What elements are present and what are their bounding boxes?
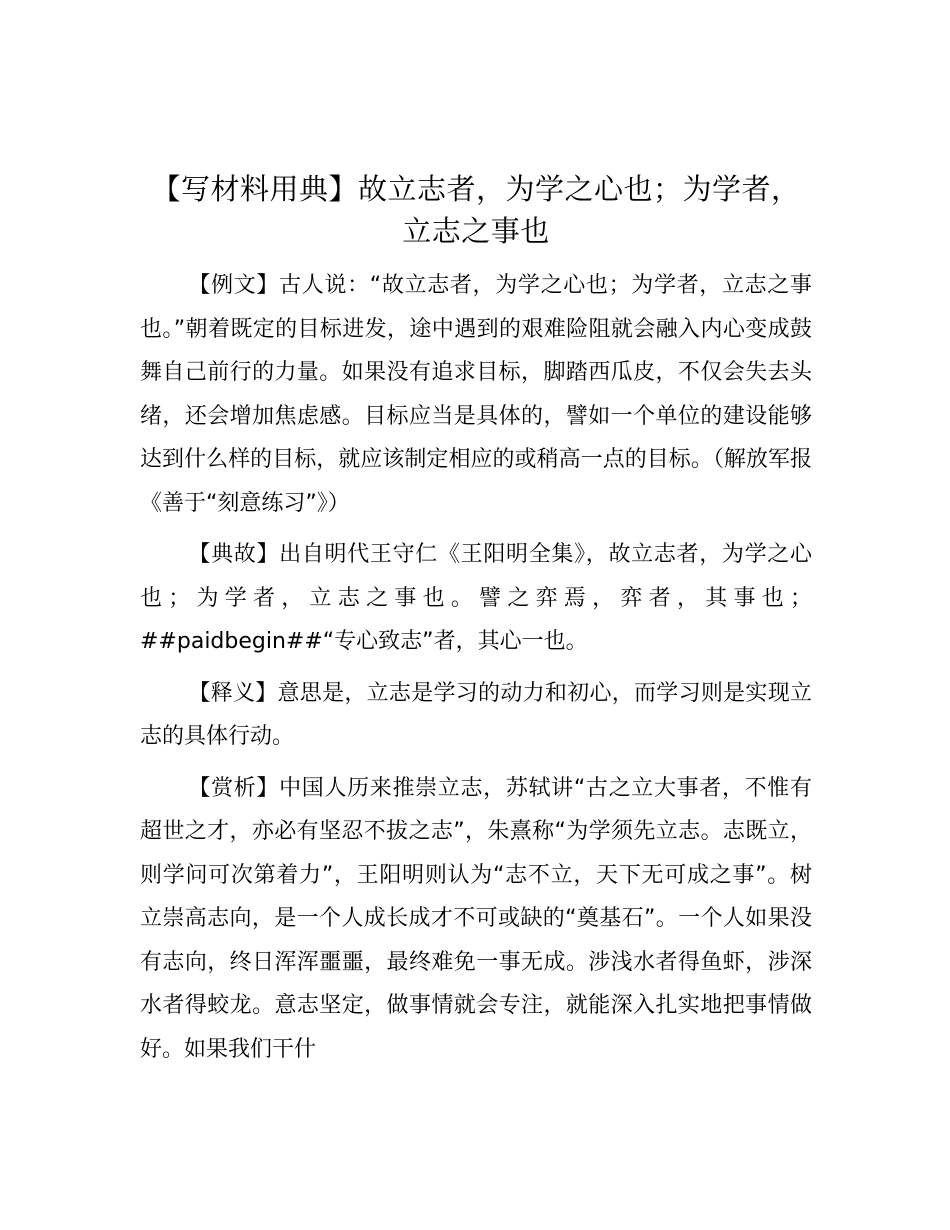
paragraph-tag: 【典故】 [188,542,280,567]
paragraph-tag: 【释义】 [188,680,278,706]
paragraph-meaning [140,672,812,759]
paragraph-text: 意思是，立志是学习的动力和初心，而学习则是实现立志的具体行动。 [140,680,812,749]
paragraph-tag: 【赏析】 [188,775,280,801]
paragraph-text: 出自明代王守仁《王阳明全集》，故立志者，为学之心也；为学者，立志之事也。譬之弈焉，弈者，其事也；##paidbegin##“专心致志”者，其心一也。 [140,542,812,654]
paragraph-text: 中国人历来推崇立志，苏轼讲“古之立大事者，不惟有超世之才，亦必有坚忍不拔之志”，朱熹称“为学须先立志。志既立，则学问可次第着力”，王阳明则认为“志不立，天下无可成之事”。树立崇高志向，是一个人成长成才不可或缺的“奠基石”。一个人如果没有志向，终日浑浑噩噩，最终难免一事无成。涉浅水者得鱼虾，涉深水者得蛟龙。意志坚定，做事情就会专注，就能深入扎实地把事情做好。如果我们干什 [140,775,812,1062]
document-page [140,168,812,1079]
document-title: 【写材料用典】故立志者，为学之心也；为学者，立志之事也 [151,172,801,248]
paragraph-allusion [140,533,812,664]
paragraph-example [140,264,812,525]
paragraph-tag: 【例文】 [188,273,280,298]
paragraph-appreciation [140,767,812,1072]
paragraph-text: 古人说：“故立志者，为学之心也；为学者，立志之事也。”朝着既定的目标进发，途中遇到的艰难险阻就会融入内心变成鼓舞自己前行的力量。如果没有追求目标，脚踏西瓜皮，不仅会失去头绪，还会增加焦虑感。目标应当是具体的，譬如一个单位的建设能够达到什么样的目标，就应该制定相应的或稍高一点的目标。（解放军报《善于“刻意练习”》） [140,273,812,516]
